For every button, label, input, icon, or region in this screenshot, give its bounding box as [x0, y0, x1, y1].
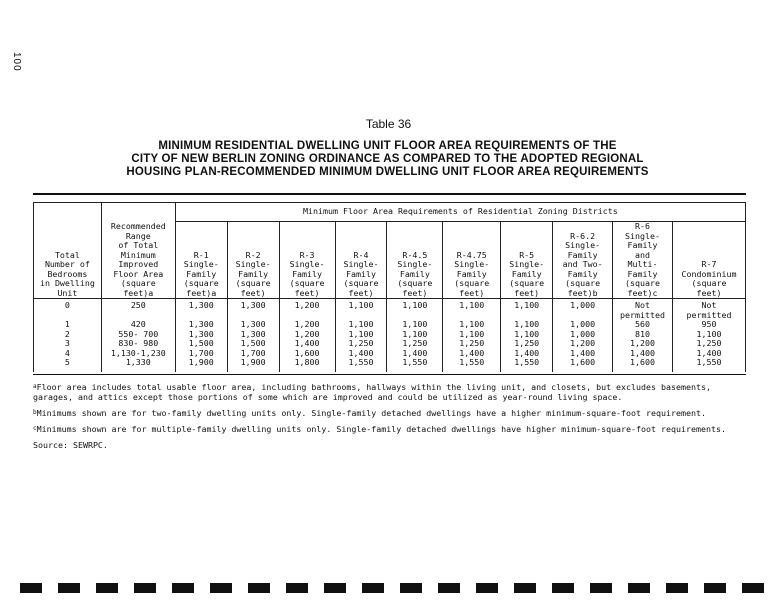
bottom-rule: [33, 374, 746, 375]
header-bedrooms: Total Number of Bedrooms in Dwelling Unit: [34, 203, 102, 299]
r4-cell: 1,100 1,100 1,100 1,250 1,400 1,550: [335, 299, 387, 372]
bottom-edge-marks: [0, 583, 777, 593]
source-note: Source: SEWRPC.: [33, 440, 108, 450]
r2-cell: 1,300 1,300 1,300 1,500 1,700 1,900: [227, 299, 279, 372]
title-line-1: MINIMUM RESIDENTIAL DWELLING UNIT FLOOR AREA REQUIREMENTS OF THE: [158, 140, 617, 152]
recommended-cell: 250 420 550- 700 830- 980 1,130-1,230 1,330: [101, 299, 175, 372]
edge-mark: [248, 583, 270, 593]
footnote-c-mark: c: [33, 425, 37, 432]
title-line-2: CITY OF NEW BERLIN ZONING ORDINANCE AS COMPARED TO THE ADOPTED REGIONAL: [131, 153, 644, 165]
bedrooms-cell: 0 1 2 3 4 5: [34, 299, 102, 372]
edge-mark: [438, 583, 460, 593]
table-label: Table 36: [365, 117, 412, 131]
edge-mark: [400, 583, 422, 593]
header-r6: R-6 Single- Family and Multi- Family (square feet)c: [613, 222, 673, 299]
header-r6-2: R-6.2 Single- Family and Two- Family (square feet)b: [553, 222, 613, 299]
table-row: [34, 299, 746, 372]
header-r2: R-2 Single- Family (square feet): [227, 222, 279, 299]
title-line-3: HOUSING PLAN-RECOMMENDED MINIMUM DWELLING UNIT FLOOR AREA REQUIREMENTS: [126, 166, 649, 178]
edge-mark: [742, 583, 764, 593]
edge-mark: [628, 583, 650, 593]
r6-2-cell: 1,000 1,000 1,000 1,200 1,400 1,600: [553, 299, 613, 372]
footnote-b-text: Minimums shown are for two-family dwelling units only. Single-family detached dwellings have a higher minimum-square-foot requirement.: [36, 408, 706, 418]
header-r5: R-5 Single- Family (square feet): [501, 222, 553, 299]
footnote-b: [33, 408, 746, 418]
edge-mark: [134, 583, 156, 593]
edge-mark: [476, 583, 498, 593]
footnotes: [33, 382, 746, 456]
edge-mark: [58, 583, 80, 593]
header-r4: R-4 Single- Family (square feet): [335, 222, 387, 299]
table-title: [100, 140, 675, 179]
edge-mark: [704, 583, 726, 593]
edge-mark: [20, 583, 42, 593]
r7-cell: Not permitted 950 1,100 1,250 1,400 1,550: [672, 299, 745, 372]
footnote-b-mark: b: [33, 409, 37, 416]
edge-mark: [210, 583, 232, 593]
r1-cell: 1,300 1,300 1,300 1,500 1,700 1,900: [175, 299, 227, 372]
header-recommended-range: Recommended Range of Total Minimum Improved Floor Area (square feet)a: [101, 203, 175, 299]
footnote-a-mark: a: [33, 383, 37, 390]
footnote-c-text: Minimums shown are for multiple-family dwelling units only. Single-family detached dwellings have higher minimum-square-foot requirements.: [36, 424, 726, 434]
edge-mark: [96, 583, 118, 593]
footnote-a: [33, 382, 746, 402]
edge-mark: [590, 583, 612, 593]
r6-cell: Not permitted 560 810 1,200 1,400 1,600: [613, 299, 673, 372]
footnote-a-text: Floor area includes total usable floor area, including bathrooms, hallways within the living unit, and closets, but excludes basements, garages, and attics except those portions of some which are improved and could be utilized as year-round living space.: [33, 382, 711, 402]
floor-area-table: [33, 202, 746, 372]
header-r3: R-3 Single- Family (square feet): [279, 222, 335, 299]
top-rule: [33, 193, 746, 195]
edge-mark: [324, 583, 346, 593]
page-number: 100: [11, 52, 22, 72]
header-zoning-districts: Minimum Floor Area Requirements of Residential Zoning Districts: [175, 203, 745, 222]
r4-5-cell: 1,100 1,100 1,100 1,250 1,400 1,550: [387, 299, 443, 372]
footnote-c: [33, 424, 746, 434]
header-r1: R-1 Single- Family (square feet)a: [175, 222, 227, 299]
edge-mark: [514, 583, 536, 593]
header-r7: R-7 Condominium (square feet): [672, 222, 745, 299]
r3-cell: 1,200 1,200 1,200 1,400 1,600 1,800: [279, 299, 335, 372]
edge-mark: [286, 583, 308, 593]
edge-mark: [666, 583, 688, 593]
edge-mark: [172, 583, 194, 593]
r5-cell: 1,100 1,100 1,100 1,250 1,400 1,550: [501, 299, 553, 372]
r4-75-cell: 1,100 1,100 1,100 1,250 1,400 1,550: [443, 299, 501, 372]
edge-mark: [552, 583, 574, 593]
edge-mark: [362, 583, 384, 593]
header-r4-5: R-4.5 Single- Family (square feet): [387, 222, 443, 299]
header-r4-75: R-4.75 Single- Family (square feet): [443, 222, 501, 299]
